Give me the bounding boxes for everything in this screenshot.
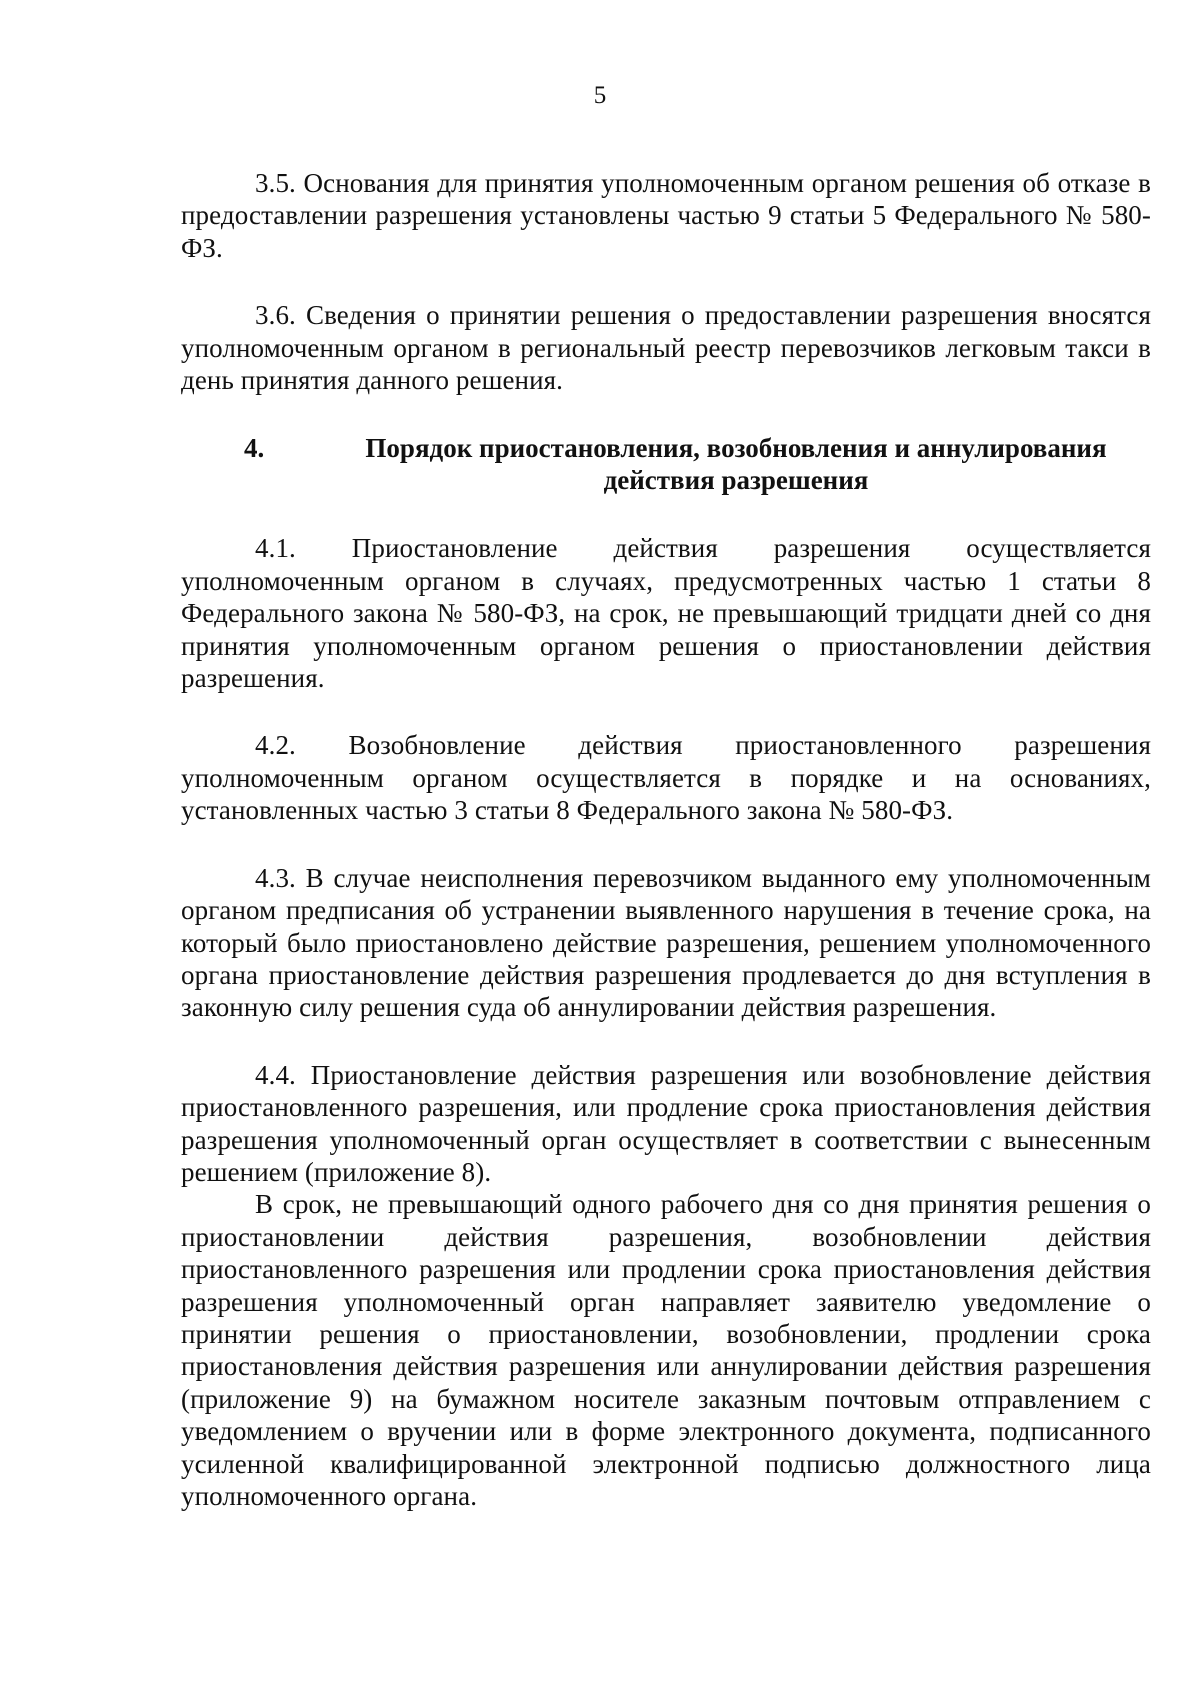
paragraph-4-3: 4.3. В случае неисполнения перевозчиком выданного ему уполномоченным органом предписания об устранении выявленного нарушения в течение срока, на который было приостановлено действие разрешения, решением уполномоченного органа приостановление действия разрешения продлевается до дня вступления в законную силу решения суда об аннулировании действия разрешения.: [181, 862, 1151, 1023]
paragraph-4-2: 4.2. Возобновление действия приостановленного разрешения уполномоченным органом осуществляется в порядке и на основаниях, установленных частью 3 статьи 8 Федерального закона № 580-ФЗ.: [181, 730, 1151, 826]
section-number: 4.: [244, 433, 265, 464]
paragraph-4-1: 4.1. Приостановление действия разрешения осуществляется уполномоченным органом в случаях, предусмотренных частью 1 статьи 8 Федерального закона № 580-ФЗ, на срок, не превышающий тридцати дней со дня принятия уполномоченным органом решения о приостановлении действия разрешения.: [181, 533, 1151, 694]
paragraph-3-5: 3.5. Основания для принятия уполномоченным органом решения об отказе в предоставлении разрешения установлены частью 9 статьи 5 Федерального № 580-ФЗ.: [181, 168, 1151, 263]
paragraph-4-4: 4.4. Приостановление действия разрешения или возобновление действия приостановленного разрешения, или продление срока приостановления действия разрешения уполномоченный орган осуществляет в соответствии с вынесенным решением (приложение 8).: [181, 1059, 1151, 1187]
section-title: Порядок приостановления, возобновления и аннулирования действия разрешения: [365, 433, 1107, 496]
document-body: [181, 167, 1151, 1512]
paragraph-4-4-continued: В срок, не превышающий одного рабочего дня со дня принятия решения о приостановлении действия разрешения, возобновлении действия приостановленного разрешения или продлении срока приостановления действия разрешения уполномоченный орган направляет заявителю уведомление о принятии решения о приостановлении, возобновлении, продлении срока приостановления действия разрешения или аннулировании действия разрешения (приложение 9) на бумажном носителе заказным почтовым отправлением с уведомлением о вручении или в форме электронного документа, подписанного усиленной квалифицированной электронной подписью должностного лица уполномоченного органа.: [181, 1189, 1151, 1511]
section-heading: [181, 432, 1151, 496]
page-number: 5: [593, 82, 607, 109]
paragraph-3-6: 3.6. Сведения о принятии решения о предоставлении разрешения вносятся уполномоченным органом в региональный реестр перевозчиков легковым такси в день принятия данного решения.: [181, 300, 1151, 396]
